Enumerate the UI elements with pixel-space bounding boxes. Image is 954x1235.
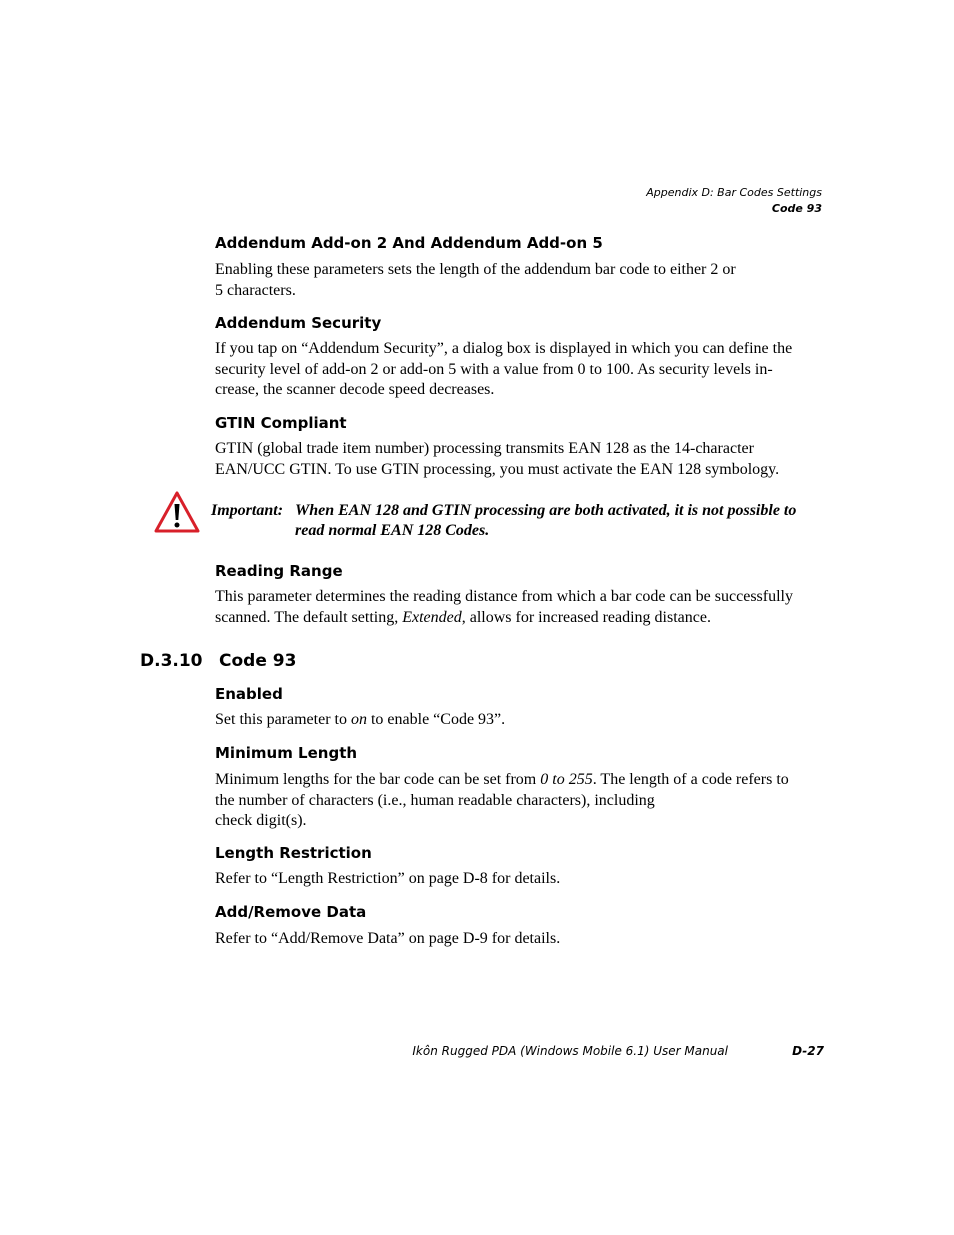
text-line: security level of add-on 2 or add-on 5 with a value from 0 to 100. As security levels in- (215, 360, 773, 378)
text-line: EAN/UCC GTIN. To use GTIN processing, you must activate the EAN 128 symbology. (215, 460, 780, 478)
text-line: crease, the scanner decode speed decreases. (215, 381, 495, 398)
emphasis-extended: Extended (402, 608, 462, 626)
footer-manual-title: Ikôn Rugged PDA (Windows Mobile 6.1) User Manual (412, 1044, 728, 1058)
text-line: scanned. The default setting, Extended, allows for increased reading distance. (215, 608, 711, 626)
text-line: 5 characters. (215, 281, 296, 299)
important-line-2: read normal EAN 128 Codes. (295, 522, 490, 539)
important-note (211, 501, 831, 541)
paragraph-length-restriction: Refer to “Length Restriction” on page D-8 for details. (215, 870, 561, 887)
important-label: Important: (211, 502, 284, 519)
text-line: GTIN (global trade item number) processing transmits EAN 128 as the 14-character (215, 440, 754, 457)
heading-gtin-compliant: GTIN Compliant (215, 414, 347, 432)
text-line: the number of characters (i.e., human readable characters), including (215, 791, 655, 809)
text-line: Minimum lengths for the bar code can be set from 0 to 255. The length of a code refers to (215, 771, 789, 788)
heading-addendum-addon: Addendum Add-on 2 And Addendum Add-on 5 (215, 234, 603, 252)
heading-addendum-security: Addendum Security (215, 314, 382, 332)
running-header-chapter: Appendix D: Bar Codes Settings (646, 186, 822, 199)
paragraph-enabled (215, 710, 825, 731)
text-line: Enabling these parameters sets the length of the addendum bar code to either 2 or (215, 261, 736, 278)
paragraph-minimum-length (215, 770, 825, 832)
emphasis-range: 0 to 255 (540, 771, 593, 788)
heading-reading-range: Reading Range (215, 562, 343, 580)
paragraph-addendum-addon (215, 260, 825, 301)
heading-enabled: Enabled (215, 685, 283, 703)
warning-triangle-icon (154, 491, 200, 533)
emphasis-on: on (350, 711, 367, 728)
important-line-1: When EAN 128 and GTIN processing are both activated, it is not possible to (295, 502, 797, 519)
paragraph-add-remove-data: Refer to “Add/Remove Data” on page D-9 for details. (215, 930, 561, 947)
paragraph-addendum-security (215, 339, 825, 401)
section-heading-code-93 (140, 650, 296, 672)
heading-minimum-length: Minimum Length (215, 744, 358, 762)
paragraph-reading-range (215, 587, 825, 628)
paragraph-gtin (215, 439, 825, 480)
section-title: Code 93 (219, 651, 297, 671)
heading-length-restriction: Length Restriction (215, 844, 372, 862)
text-line: This parameter determines the reading distance from which a bar code can be successfully (215, 588, 793, 605)
text-line: If you tap on “Addendum Security”, a dialog box is displayed in which you can define the (215, 340, 793, 357)
heading-add-remove-data: Add/Remove Data (215, 903, 367, 921)
text-line: check digit(s). (215, 812, 307, 829)
section-number: D.3.10 (140, 651, 203, 671)
footer-page-number: D-27 (792, 1044, 824, 1058)
text-line: Set this parameter to on to enable “Code 93”. (215, 711, 506, 728)
running-header-section: Code 93 (771, 202, 822, 215)
